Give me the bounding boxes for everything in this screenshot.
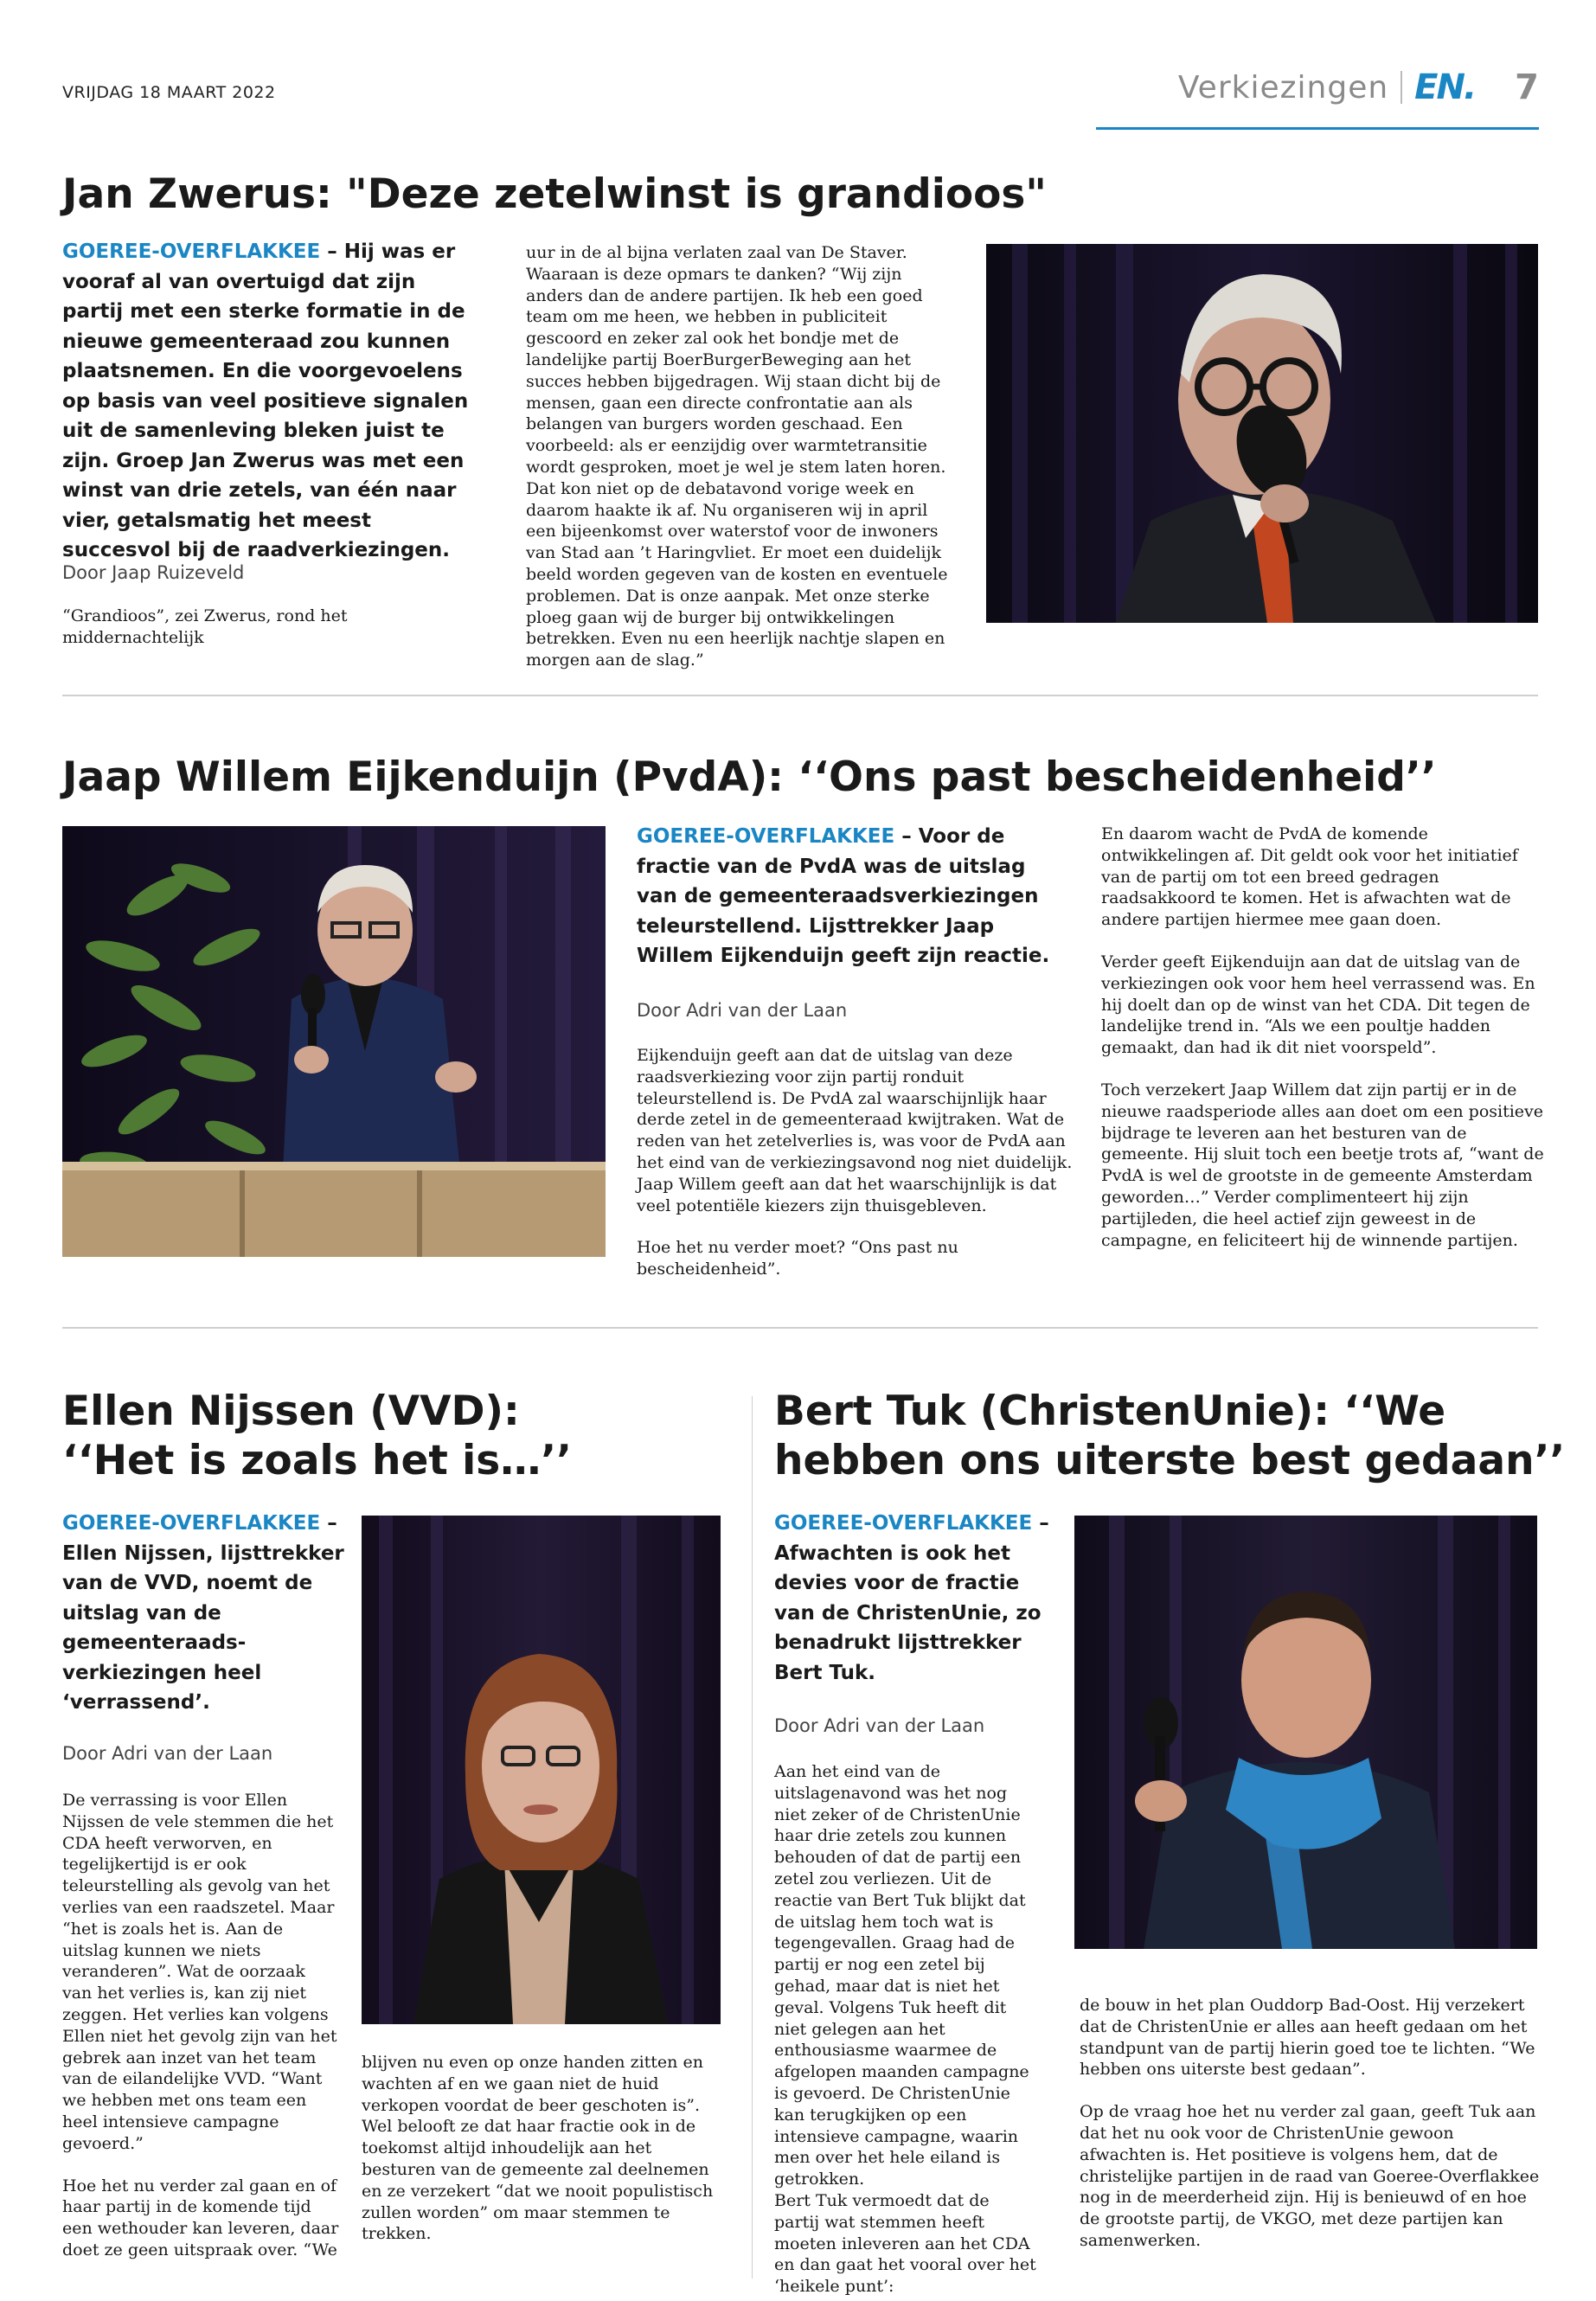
headline (62, 1387, 572, 1485)
header-rule (1096, 127, 1539, 130)
issue-date: VRIJDAG 18 MAART 2022 (62, 83, 276, 102)
paragraph: Hoe het nu verder zal gaan en of haar partij in de komende tijd een wethouder kan leveren, daar doet ze geen uitspraak over. “We (62, 2176, 339, 2259)
paragraph: Bert Tuk vermoedt dat de partij wat stemmen heeft moeten inleveren aan het CDA en dan gaat het vooral over het ‘heikele punt’: (774, 2190, 1036, 2297)
dateline: GOEREE-OVERFLAKKEE (62, 240, 321, 263)
paragraph: Hoe het nu verder moet? “Ons past nu bescheidenheid”. (637, 1238, 958, 1279)
byline: Door Adri van der Laan (62, 1743, 273, 1764)
headline-line: ‘‘Het is zoals het is…’’ (62, 1437, 572, 1484)
paragraph: Verder geeft Eijkenduijn aan dat de uitslag van de verkiezingen ook voor hem heel verrassend was. En hij doelt dan op de winst van het CDA. Dit tegen de landelijke trend in. “Als we een poultje hadden gemaakt, dan had ik dit niet voorspeld”. (1101, 952, 1535, 1058)
lead-text: – Voor de fractie van de PvdA was de uitslag van de gemeenteraadsverkiezingen teleurstellend. Lijsttrekker Jaap Willem Eijkenduijn geeft zijn reactie. (637, 825, 1050, 967)
article-separator (62, 695, 1538, 696)
body-column-1 (774, 1761, 1038, 2298)
dateline: GOEREE-OVERFLAKKEE (62, 1512, 321, 1535)
header-divider (1401, 71, 1402, 104)
byline: Door Jaap Ruizeveld (62, 562, 245, 583)
paragraph: Toch verzekert Jaap Willem dat zijn partij er in de nieuwe raadsperiode alles aan doet om een positieve bijdrage te leveren aan het besturen van de gemeente. Hij sluit toch een beetje trots af, “want de PvdA is wel de grootste in de gemeente Amsterdam geworden…” Verder complimenteert hij zijn partijleden, die heel actief zijn geweest in de campagne, en feliciteert hij de winnende partijen. (1101, 1080, 1544, 1250)
column-separator (752, 1396, 753, 2279)
lead-paragraph (637, 822, 1061, 971)
body-column: uur in de al bijna verlaten zaal van De Staver. Waaraan is deze opmars te danken? “Wij zijn anders dan de andere partijen. Ik heb een goed team om me heen, we hebben in publiciteit gescoord en zeker zal ook het bondje met de landelijke partij BoerBurgerBeweging aan het succes hebben bijgedragen. Wij staan dicht bij de mensen, gaan een directe confrontatie aan als belangen van burgers worden geschaad. Een voorbeeld: als er eenzijdig over warmtetransitie wordt gesproken, moet je wel je stem laten horen. Dat kon niet op de debatavond vorige week en daarom haakte ik af. Nu organiseren wij in april een bijeenkomst over waterstof voor de inwoners van Stad aan ’t Haringvliet. Er moet een duidelijk beeld worden gegeven van de kosten en eventuele problemen. Dat is onze aanpak. Met onze sterke ploeg gaan wij de burger bij ontwikkelingen betrekken. Even nu een heerlijk nachtje slapen en morgen aan de slag.” (526, 243, 948, 670)
photo-jan-zwerus (986, 244, 1538, 623)
body-column-1 (637, 1045, 1078, 1280)
en-logo: EN. (1414, 67, 1476, 107)
paragraph: Aan het eind van de uitslagenavond was het nog niet zeker of de ChristenUnie haar drie zetels zou kunnen behouden of dat de partij een zetel zou verliezen. Uit de reactie van Bert Tuk blijkt dat de uitslag hem toch wat is tegengevallen. Graag had de partij er nog een zetel bij gehad, maar dat is niet het geval. Volgens Tuk heeft dit niet gelegen aan het enthousiasme waarmee de afgelopen maanden campagne is gevoerd. De ChristenUnie kan terugkijken op een intensieve campagne, waarin men over het hele eiland is getrokken. (774, 1762, 1029, 2189)
photo-ellen-nijssen (362, 1516, 721, 2024)
body-column-2: blijven nu even op onze handen zitten en wachten af en we gaan niet de huid verkopen voordat de beer geschoten is”. Wel belooft ze dat haar fractie ook in de toekomst altijd inhoudelijk aan het besturen van de gemeente zal deelnemen en ze verzekert “dat we nooit populistisch zullen worden” om maar stemmen te trekken. (362, 2053, 714, 2244)
headline (774, 1387, 1565, 1485)
photo-jaap-willem-eijkenduijn (62, 826, 606, 1257)
dateline: GOEREE-OVERFLAKKEE (637, 825, 895, 848)
body-column-2 (1101, 824, 1547, 1251)
byline: Door Adri van der Laan (637, 1000, 848, 1021)
dateline: GOEREE-OVERFLAKKEE (774, 1512, 1033, 1535)
photo-bert-tuk (1074, 1516, 1537, 1949)
paragraph: Eijkenduijn geeft aan dat de uitslag van deze raadsverkiezing voor zijn partij ronduit teleurstellend is. De PvdA zal waarschijnlijk haar derde zetel in de gemeenteraad kwijtraken. Wat de reden van het zetelverlies is, was voor de PvdA aan het eind van de verkiezingsavond nog niet duidelijk. Jaap Willem geeft aan dat het waarschijnlijk is dat veel potentiële kiezers zijn thuisgebleven. (637, 1046, 1073, 1215)
headline-line: hebben ons uiterste best gedaan’’ (774, 1437, 1566, 1484)
lead-text: – Ellen Nijssen, lijsttrekker van de VVD, noemt de uitslag van de gemeenteraads-verkiezingen heel ‘verrassend’. (62, 1512, 344, 1714)
page-number: 7 (1515, 67, 1539, 107)
lead-paragraph (774, 1509, 1060, 1688)
body-column-1 (62, 1790, 339, 2261)
paragraph: En daarom wacht de PvdA de komende ontwikkelingen af. Dit geldt ook voor het initiatief van de partij om tot een breed gedragen raadsakkoord te komen. Het is afwachten wat de andere partijen hiermee mee gaan doen. (1101, 824, 1518, 930)
lead-text: – Afwachten is ook het devies voor de fractie van de ChristenUnie, zo benadrukt lijsttrekker Bert Tuk. (774, 1512, 1049, 1684)
headline-line: Bert Tuk (ChristenUnie): ‘‘We (774, 1388, 1446, 1435)
paragraph: de bouw in het plan Ouddorp Bad-Oost. Hij verzekert dat de ChristenUnie er alles aan heeft gedaan om het standpunt van de partij hierin goed toe te lichten. “We hebben ons uiterste best gedaan”. (1080, 1996, 1535, 2080)
body-column-2 (1080, 1995, 1540, 2252)
lead-text: – Hij was er vooraf al van overtuigd dat zijn partij met een sterke formatie in de nieuwe gemeenteraad zou kunnen plaatsnemen. En die voorgevoelens op basis van veel positieve signalen uit de samenleving bleken juist te zijn. Groep Jan Zwerus was met een winst van drie zetels, van één naar vier, getalsmatig het meest succesvol bij de raadverkiezingen. (62, 240, 469, 561)
page-header (1178, 64, 1539, 111)
headline: Jan Zwerus: "Deze zetelwinst is grandioos" (62, 170, 1047, 218)
paragraph: Op de vraag hoe het nu verder zal gaan, geeft Tuk aan dat het nu ook voor de ChristenUnie gewoon afwachten is. Het positieve is volgens hem, dat de christelijke partijen in de raad van Goeree-Overflakkee nog in de meerderheid zijn. Hij is benieuwd of en hoe de grootste partij, de VKGO, met deze partijen kan samenwerken. (1080, 2102, 1540, 2250)
article-separator (62, 1327, 1538, 1329)
paragraph: De verrassing is voor Ellen Nijssen de vele stemmen die het CDA heeft verworven, en tegelijkertijd is er ook teleurstelling als gevolg van het verlies van een raadszetel. Maar “het is zoals het is. Aan de uitslag kunnen we niets veranderen”. Wat de oorzaak van het verlies is, kan zij niet zeggen. Het verlies kan volgens Ellen niet het gevolg zijn van het gebrek aan inzet van het team van de eilandelijke VVD. “Want we hebben met ons team een heel intensieve campagne gevoerd.” (62, 1791, 337, 2153)
byline: Door Adri van der Laan (774, 1715, 985, 1736)
section-label: Verkiezingen (1177, 69, 1389, 106)
lead-paragraph (62, 1509, 348, 1718)
headline-line: Ellen Nijssen (VVD): (62, 1388, 520, 1435)
body-start: “Grandioos”, zei Zwerus, rond het middernachtelijk (62, 606, 348, 647)
lead-paragraph (62, 237, 472, 566)
headline: Jaap Willem Eijkenduijn (PvdA): ‘‘Ons past bescheidenheid’’ (62, 753, 1437, 801)
